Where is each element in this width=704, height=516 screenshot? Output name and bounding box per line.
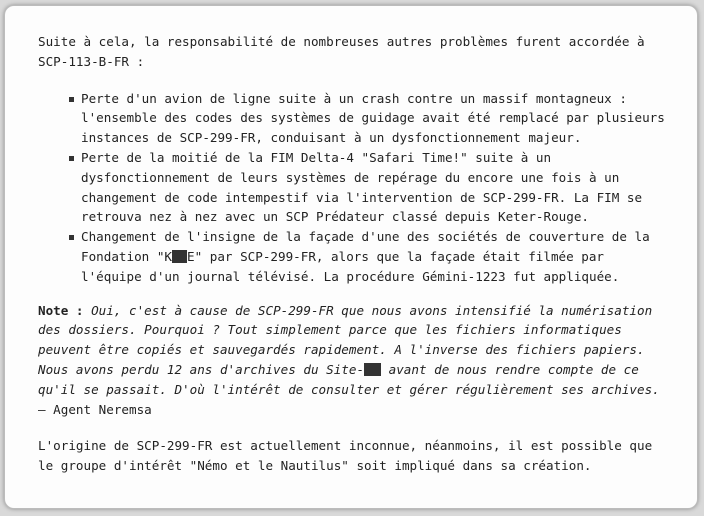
redaction-block xyxy=(172,250,187,263)
note-paragraph xyxy=(38,301,671,420)
list-item-text-before: Changement de l'insigne de la façade d'une des sociétés de couverture de la Fondation "K xyxy=(81,229,650,264)
list-item xyxy=(38,227,671,286)
list-item-text-after: E" par SCP-299-FR, alors que la façade était filmée par l'équipe d'un journal télévisé. La procédure Gémini-1223 fut appliquée. xyxy=(81,248,620,284)
note-text-before: Oui, c'est à cause de SCP-299-FR que nous avons intensifié la numérisation des dossiers. Pourquoi ? Tout simplement parce que les fichiers informatiques peuvent être copiés et sauvegardés rapidement. A l'inverse des fichiers papiers. Nous avons perdu 12 ans d'archives du Site- xyxy=(38,302,653,377)
intro-paragraph: Suite à cela, la responsabilité de nombreuses autres problèmes furent accordée à SCP-113-B-FR : xyxy=(38,34,645,69)
origin-paragraph: L'origine de SCP-299-FR est actuellement inconnue, néanmoins, il est possible que le groupe d'intérêt "Némo et le Nautilus" soit impliqué dans sa création. xyxy=(38,438,653,474)
redaction-block xyxy=(364,363,381,376)
note-label: Note : xyxy=(38,302,84,318)
note-signature: – Agent Neremsa xyxy=(38,401,152,417)
incident-list xyxy=(38,89,671,287)
content-panel xyxy=(4,5,698,509)
note-text-after: avant de nous rendre compte de ce qu'il se passait. D'où l'intérêt de consulter et gérer régulièrement ses archives. xyxy=(38,361,660,397)
list-item: Perte de la moitié de la FIM Delta-4 "Safari Time!" suite à un dysfonctionnement de leurs systèmes de repérage du encore une fois à un changement de code intempestif via l'intervention de SCP-299-FR. La FIM se retrouva nez à nez avec un SCP Prédateur classé depuis Keter-Rouge. xyxy=(38,148,671,227)
list-item: Perte d'un avion de ligne suite à un crash contre un massif montagneux : l'ensemble des codes des systèmes de guidage avait été remplacé par plusieurs instances de SCP-299-FR, conduisant à un dysfonctionnement majeur. xyxy=(38,89,671,148)
